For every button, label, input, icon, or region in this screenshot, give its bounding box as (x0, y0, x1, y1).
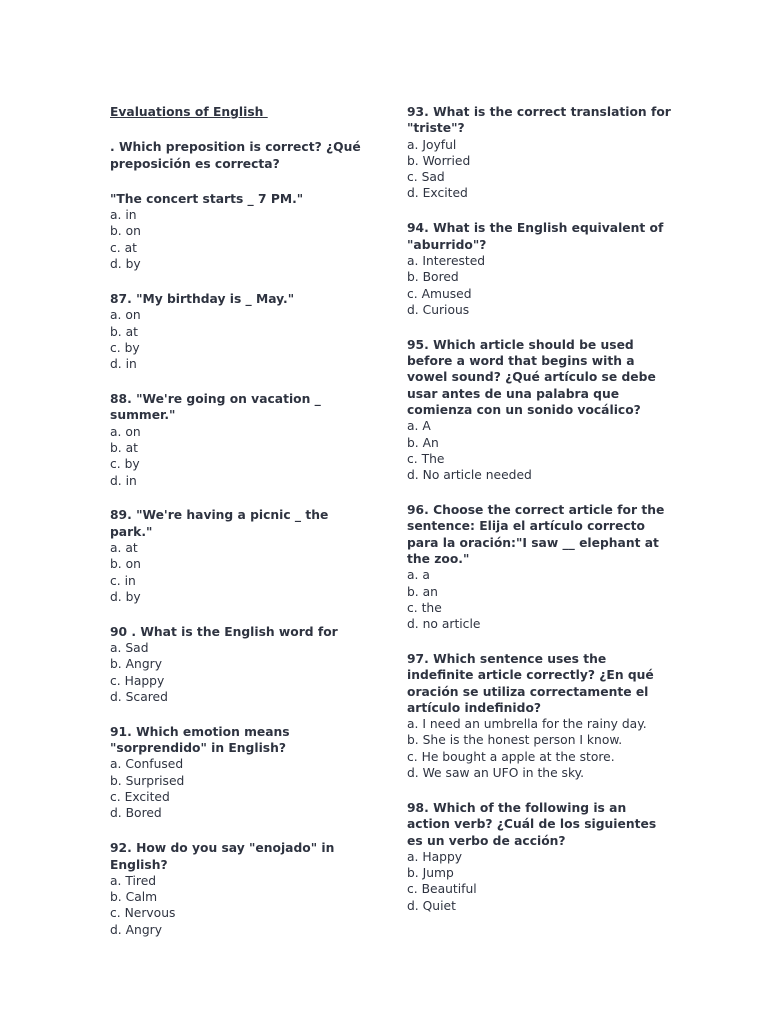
option-a: a. on (110, 308, 141, 323)
answer-options (407, 137, 672, 202)
question-text: 92. How do you say "enojado" in English? (110, 841, 335, 872)
option-b: b. Bored (407, 270, 459, 285)
answer-options (407, 849, 672, 914)
option-a: a. I need an umbrella for the rainy day. (407, 717, 647, 732)
question-89 (110, 507, 375, 605)
left-column (110, 104, 375, 957)
option-a: a. Happy (407, 849, 463, 864)
option-b: b. at (110, 324, 138, 339)
question-preposition (110, 139, 375, 272)
question-text: 91. Which emotion means "sorprendido" in English? (110, 724, 290, 756)
option-c: c. the (407, 600, 442, 615)
question-88 (110, 391, 375, 489)
option-a: a. Confused (110, 757, 184, 772)
option-d: d. We saw an UFO in the sky. (407, 766, 585, 781)
option-d: d. Quiet (407, 898, 456, 913)
answer-options (407, 716, 672, 781)
option-b: b. Angry (110, 657, 162, 672)
option-d: d. No article needed (407, 468, 532, 483)
question-97 (407, 651, 672, 781)
answer-options (110, 307, 375, 372)
option-a: a. Tired (110, 873, 157, 888)
answer-options (407, 567, 672, 632)
option-a: a. Joyful (407, 137, 457, 152)
option-d: d. by (110, 257, 141, 272)
question-98 (407, 800, 672, 914)
question-text: 96. Choose the correct article for the sentence: Elija el artículo correcto para la oración:"I saw __ elephant at the zoo." (407, 503, 665, 566)
document-title: Evaluations of English (110, 105, 268, 119)
option-d: d. no article (407, 617, 481, 632)
answer-options (110, 873, 375, 938)
option-a: a. a (407, 568, 430, 583)
option-c: c. Amused (407, 286, 472, 301)
question-text: 98. Which of the following is an action verb? ¿Cuál de los siguientes es un verbo de acción? (407, 800, 657, 848)
question-text: 97. Which sentence uses the indefinite article correctly? ¿En qué oración se utiliza correctamente el artículo indefinido? (407, 651, 654, 715)
question-text: 94. What is the English equivalent of "aburrido"? (407, 221, 664, 252)
question-87 (110, 291, 375, 372)
option-a: a. A (407, 419, 431, 434)
answer-options (110, 640, 375, 705)
option-d: d. Excited (407, 186, 468, 201)
question-text: 88. "We're going on vacation _ summer." (110, 392, 321, 423)
option-c: c. Beautiful (407, 882, 477, 897)
option-c: c. at (110, 240, 137, 255)
question-text: . Which preposition is correct? ¿Qué preposición es correcta? (110, 140, 361, 171)
option-d: d. in (110, 473, 137, 488)
question-text: 87. "My birthday is _ May." (110, 291, 295, 306)
option-c: c. in (110, 573, 136, 588)
question-94 (407, 220, 672, 318)
question-text: 93. What is the correct translation for "triste"? (407, 105, 671, 136)
answer-options (110, 424, 375, 489)
option-c: c. Nervous (110, 906, 176, 921)
option-d: d. by (110, 589, 141, 604)
answer-options (407, 253, 672, 318)
option-d: d. Bored (110, 806, 162, 821)
option-b: b. an (407, 584, 438, 599)
option-d: d. Angry (110, 922, 162, 937)
option-b: b. Worried (407, 153, 471, 168)
question-text: 89. "We're having a picnic _ the park." (110, 508, 329, 539)
option-b: b. An (407, 435, 439, 450)
option-a: a. on (110, 424, 141, 439)
option-c: c. Happy (110, 673, 165, 688)
answer-options (110, 540, 375, 605)
option-c: c. Sad (407, 170, 445, 185)
question-91 (110, 724, 375, 822)
option-a: a. at (110, 541, 138, 556)
option-c: c. The (407, 451, 445, 466)
option-a: a. Interested (407, 253, 486, 268)
question-93 (407, 104, 672, 202)
question-92 (110, 840, 375, 938)
question-96 (407, 502, 672, 632)
option-c: c. by (110, 457, 140, 472)
option-d: d. Scared (110, 689, 168, 704)
option-b: b. at (110, 440, 138, 455)
question-text: 95. Which article should be used before a word that begins with a vowel sound? ¿Qué artículo se debe usar antes de una palabra que comienza con un sonido vocálico? (407, 337, 656, 417)
option-b: b. Jump (407, 866, 454, 881)
option-d: d. in (110, 357, 137, 372)
answer-options (110, 756, 375, 821)
right-column (407, 104, 672, 933)
question-sentence: "The concert starts _ 7 PM." (110, 191, 304, 206)
question-90 (110, 624, 375, 705)
option-d: d. Curious (407, 302, 470, 317)
option-b: b. Surprised (110, 773, 185, 788)
option-c: c. by (110, 340, 140, 355)
answer-options (110, 207, 375, 272)
option-c: c. Excited (110, 790, 170, 805)
question-95 (407, 337, 672, 484)
answer-options (407, 418, 672, 483)
option-b: b. on (110, 224, 141, 239)
question-text: 90 . What is the English word for (110, 624, 338, 639)
option-a: a. Sad (110, 641, 149, 656)
option-b: b. on (110, 557, 141, 572)
option-b: b. Calm (110, 890, 158, 905)
option-a: a. in (110, 208, 137, 223)
option-b: b. She is the honest person I know. (407, 733, 623, 748)
option-c: c. He bought a apple at the store. (407, 749, 615, 764)
